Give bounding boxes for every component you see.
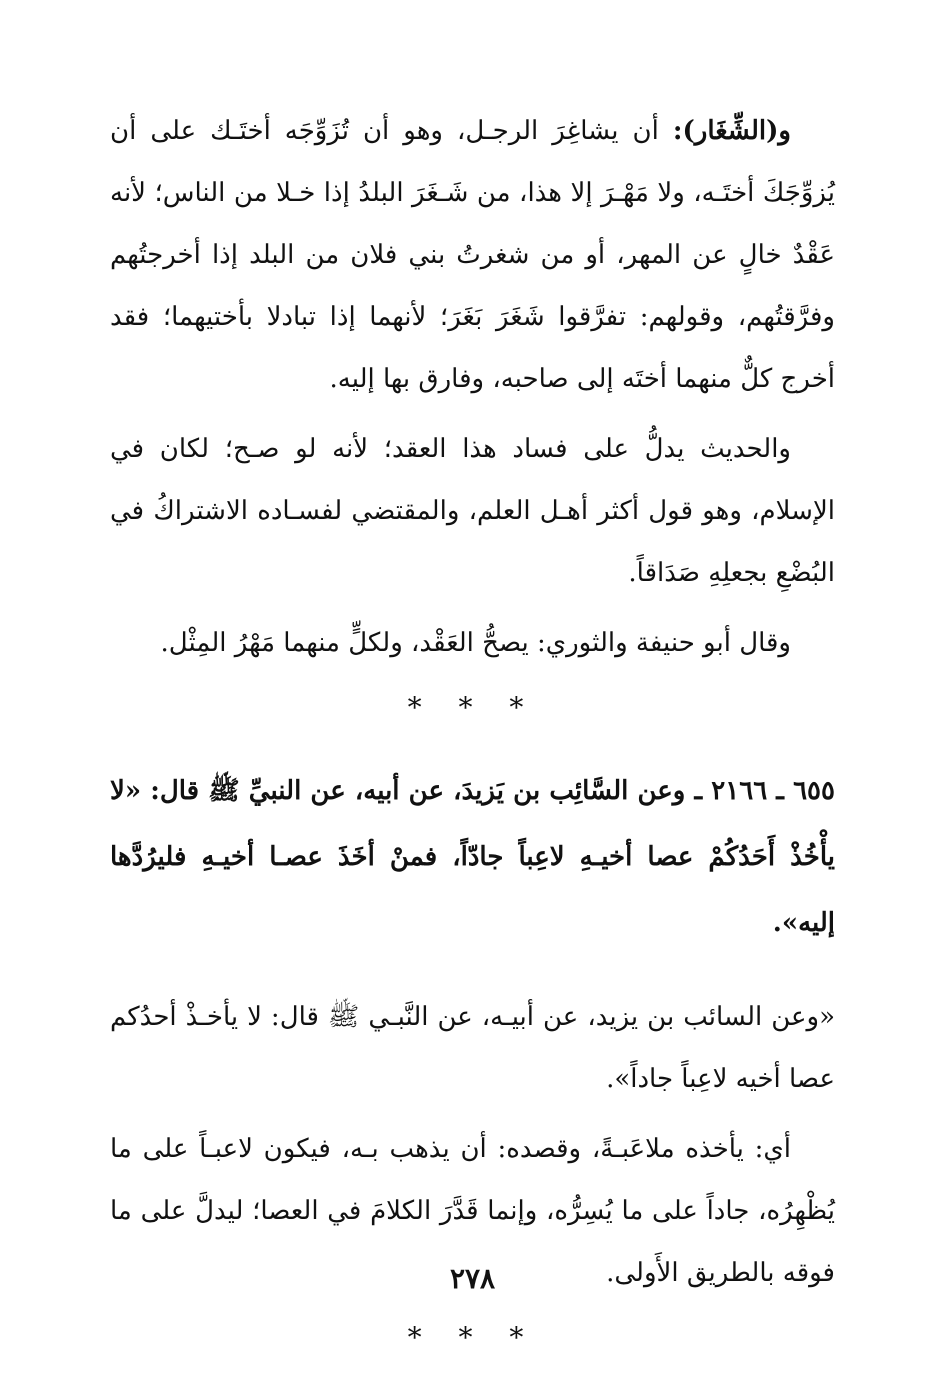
commentary-quote: «وعن السائب بن يزيد، عن أبيـه، عن النَّبـي ﷺ قال: لا يأخـذْ أحدُكم عصا أخيه لاعِباً جاداً». (110, 1002, 835, 1094)
section-separator-bottom: * * * (407, 1321, 538, 1354)
paragraph-shighar (110, 100, 835, 410)
page-number: ٢٧٨ (449, 1262, 496, 1295)
paragraph-abu-hanifa: وقال أبو حنيفة والثوري: يصحُّ العَقْد، ولكلٍّ منهما مَهْرُ المِثْل. (160, 628, 791, 658)
commentary-explanation: أي: يأخذه ملاعَبـةً، وقصده: أن يذهب بـه، فيكون لاعبـاً على ما يُظْهِرُه، جاداً على ما يُسِرُّه، وإنما قَدَّرَ الكلامَ في العصا؛ ليدلَّ على ما فوقه بالطريق الأَولى. (110, 1134, 835, 1288)
section-separator: * * * (407, 691, 538, 724)
paragraph-ruling: والحديث يدلُّ على فساد هذا العقد؛ لأنه لو صـح؛ لكان في الإسلام، وهو قول أكثر أهـل العلم، والمقتضي لفسـاده الاشتراكُ في البُضْعِ بجعلِهِ صَدَاقاً. (110, 434, 835, 588)
hadith-text: ٦٥٥ ـ ٢١٦٦ ـ وعن السَّائِب بن يَزيدَ، عن أبيه، عن النبيِّ ﷺ قال: «لا يأْخُذْ أَحَدُكُمْ عصا أخيـهِ لاعِباً جادّاً، فمنْ أخَذَ عصـا أخيـهِ فليرُدَّها إليه». (110, 776, 835, 938)
paragraph-text: أن يشاغِرَ الرجـل، وهو أن تُزَوِّجَه أختَـك على أن يُزوِّجَكَ أختَـه، ولا مَهْـرَ إلا هذا، من شَـغَرَ البلدُ إذا خـلا من الناس؛ لأنه عَقْدٌ خالٍ عن المهر، أو من شغرتُ بني فلان من البلد إذا أخرجتُهم وفرَّقتُهم، وقولهم: تفرَّقوا شَغَرَ بَغَرَ؛ لأنهما إذا تبادلا بأختيهما؛ فقد أخرج كلٌّ منهما أختَه إلى صاحبه، وفارق بها إليه. (110, 116, 835, 394)
term-shighar: و(الشِّغَار): (672, 116, 791, 146)
